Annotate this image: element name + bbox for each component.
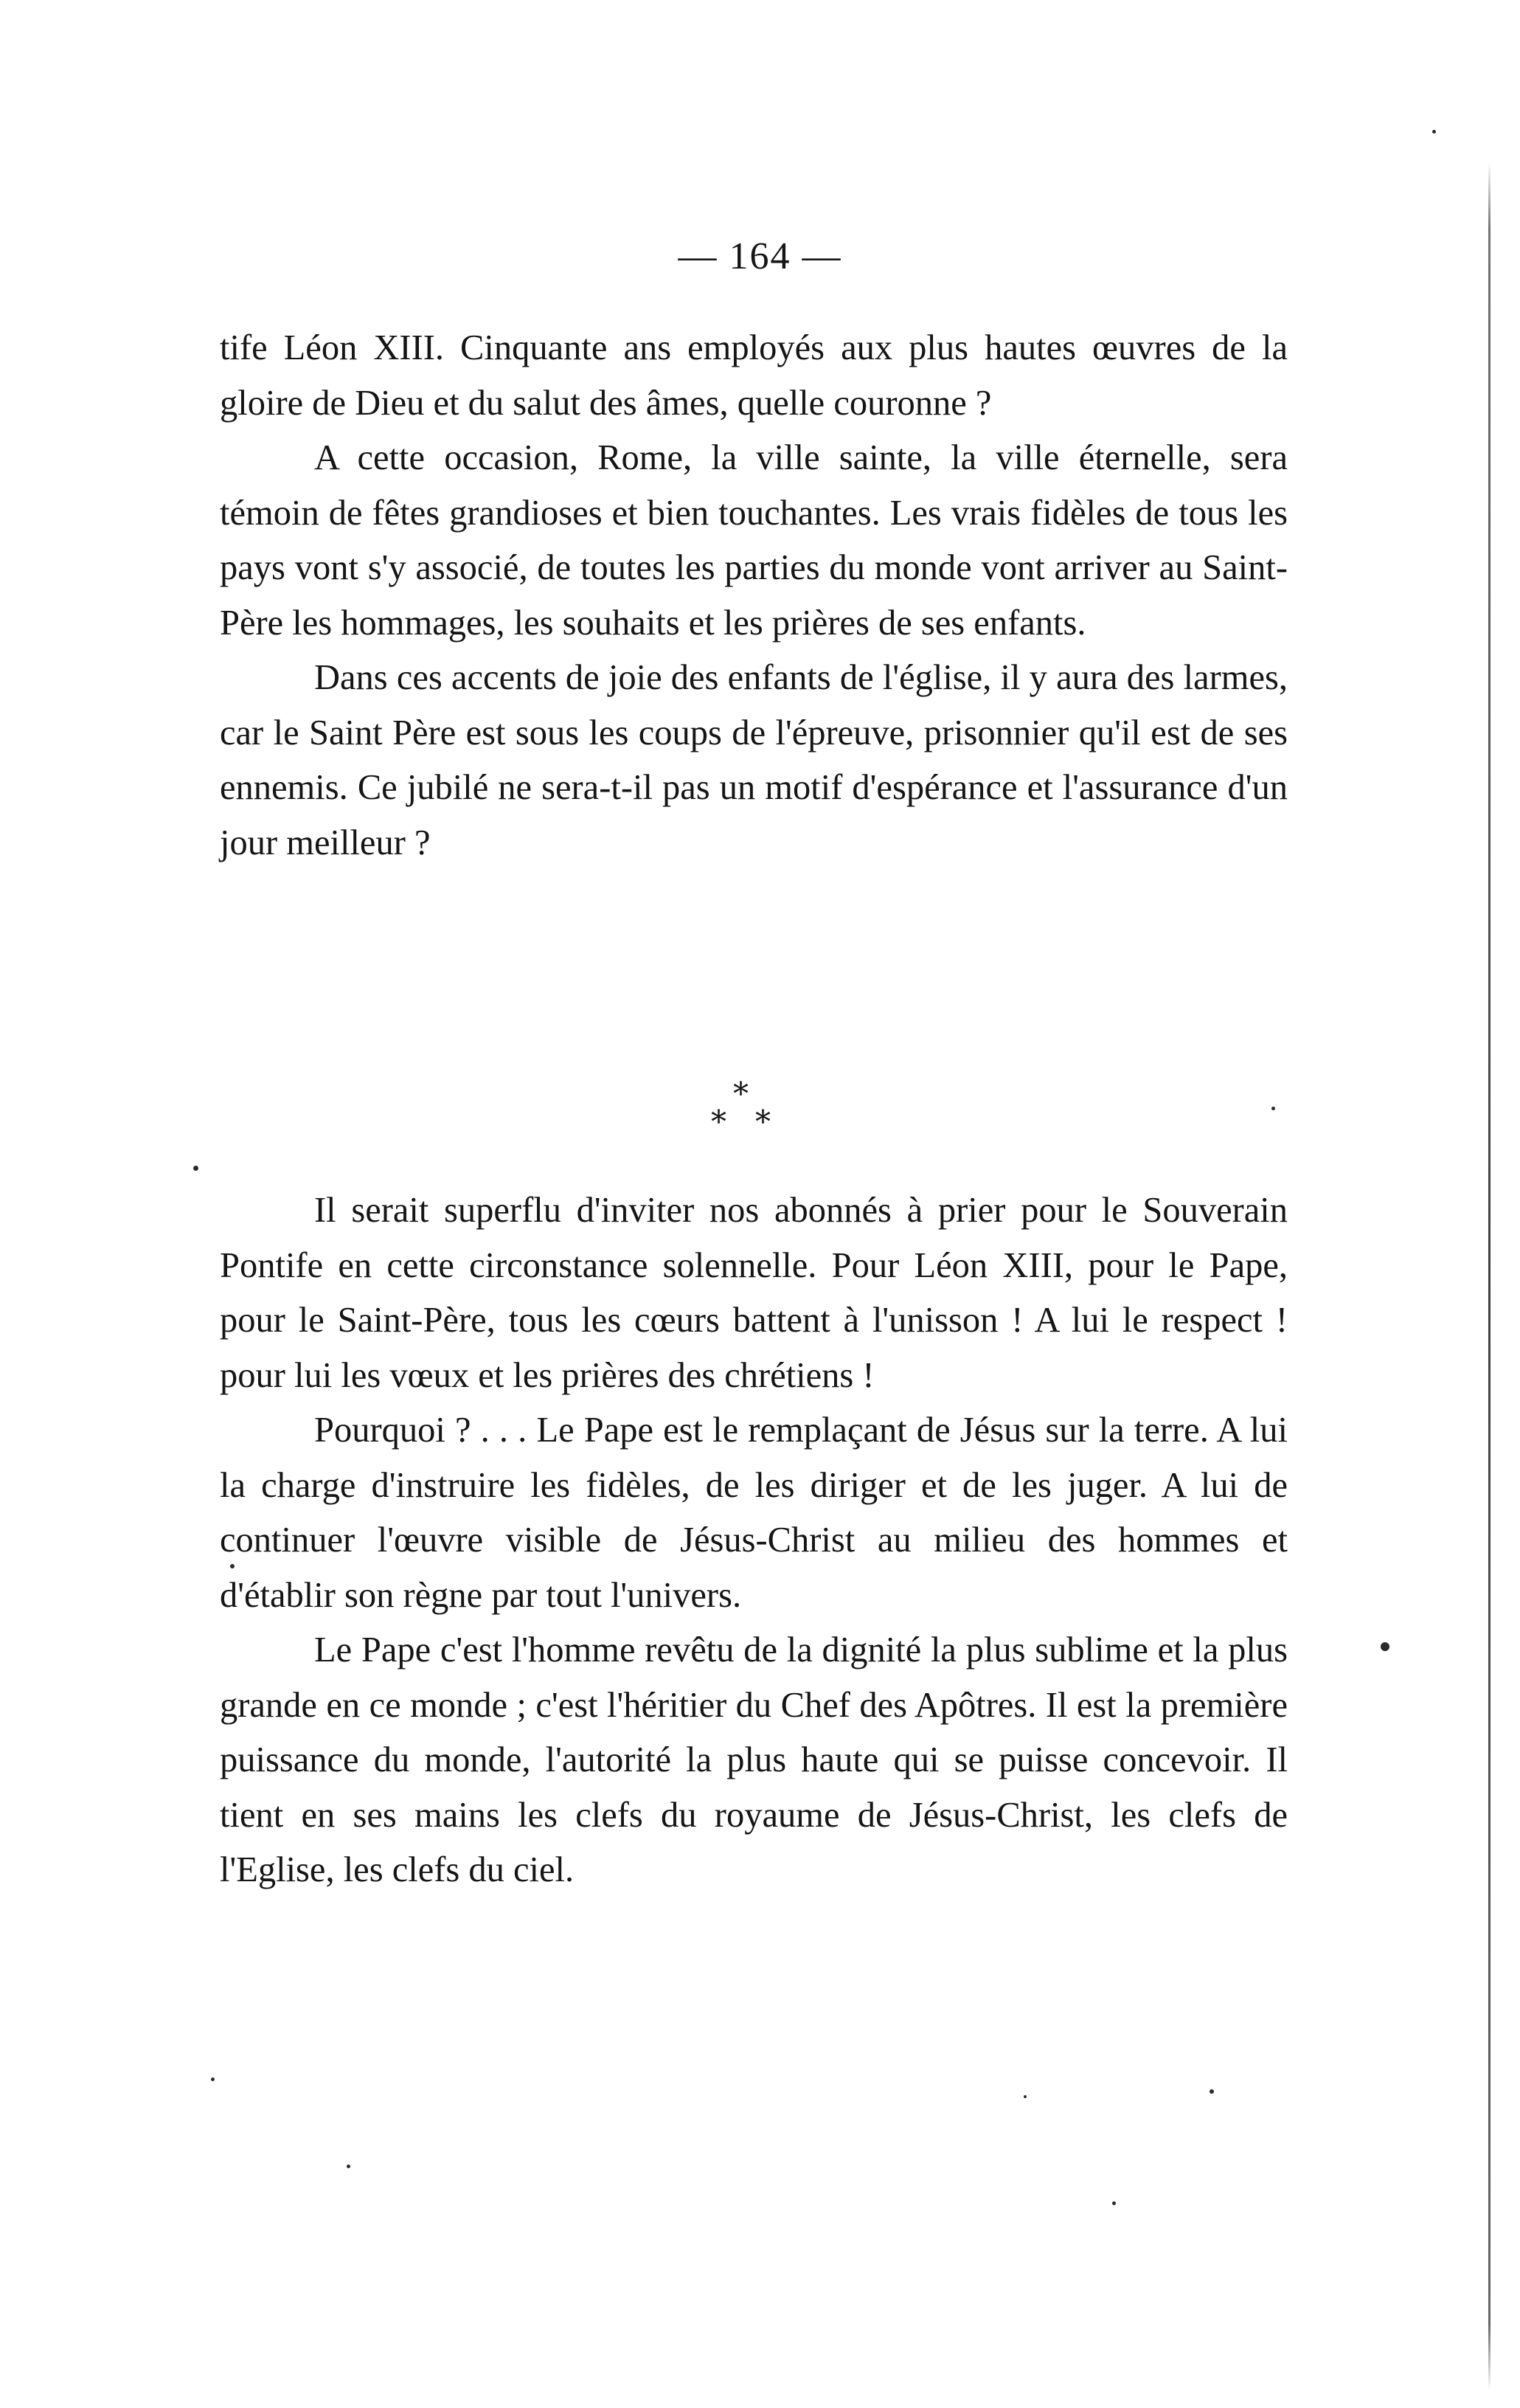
paragraph: A cette occasion, Rome, la ville sainte, la ville éternelle, sera témoin de fêtes grandioses et bien touchantes. Les vrais fidèles de tous les pays vont s'y associé, de toutes les parties du monde vont arriver au Saint-Père les hommages, les souhaits et les prières de ses enfants. xyxy=(220,438,1288,643)
scan-speck xyxy=(1024,2095,1027,2098)
scan-speck xyxy=(1112,2201,1116,2205)
scan-speck xyxy=(1432,130,1436,134)
scan-speck xyxy=(211,2077,215,2081)
paragraph: tife Léon XIII. Cinquante ans employés aux plus hautes œuvres de la gloire de Dieu et du salut des âmes, quelle couronne ? xyxy=(220,328,1288,423)
asterisk: * xyxy=(755,1104,771,1140)
page-number: — 164 — xyxy=(678,235,842,277)
scan-speck xyxy=(1210,2089,1214,2094)
asterisk: * xyxy=(733,1076,749,1112)
paragraph: Pourquoi ? . . . Le Pape est le remplaçant de Jésus sur la terre. A lui la charge d'instruire les fidèles, de les diriger et de les juger. A lui de continuer l'œuvre visible de Jésus-Christ au milieu des hommes et d'établir son règne par tout l'univers. xyxy=(220,1411,1288,1615)
asterisk: * xyxy=(711,1104,726,1140)
text-block-bottom xyxy=(220,1183,1288,1898)
paragraph: Il serait superflu d'inviter nos abonnés à prier pour le Souverain Pontife en cette circonstance solennelle. Pour Léon XIII, pour le Pape, pour le Saint-Père, tous les cœurs battent à l'unisson ! A lui le respect ! pour lui les vœux et les prières des chrétiens ! xyxy=(220,1191,1288,1395)
page-edge-shadow xyxy=(1488,162,1490,2390)
scan-speck xyxy=(347,2165,350,2168)
text-block-top xyxy=(220,321,1288,871)
section-separator-asterism xyxy=(708,1076,789,1145)
scan-speck xyxy=(1271,1107,1275,1110)
scan-speck xyxy=(230,1564,235,1568)
scan-speck xyxy=(1381,1642,1389,1651)
paragraph: Le Pape c'est l'homme revêtu de la dignité la plus sublime et la plus grande en ce monde ; c'est l'héritier du Chef des Apôtres. Il est la première puissance du monde, l'autorité la plus haute qui se puisse concevoir. Il tient en ses mains les clefs du royaume de Jésus-Christ, les clefs de l'Eglise, les clefs du ciel. xyxy=(220,1630,1288,1889)
scan-speck xyxy=(193,1166,198,1171)
paragraph: Dans ces accents de joie des enfants de l'église, il y aura des larmes, car le Saint Père est sous les coups de l'épreuve, prisonnier qu'il est de ses ennemis. Ce jubilé ne sera-t-il pas un motif d'espérance et l'assurance d'un jour meilleur ? xyxy=(220,658,1288,862)
